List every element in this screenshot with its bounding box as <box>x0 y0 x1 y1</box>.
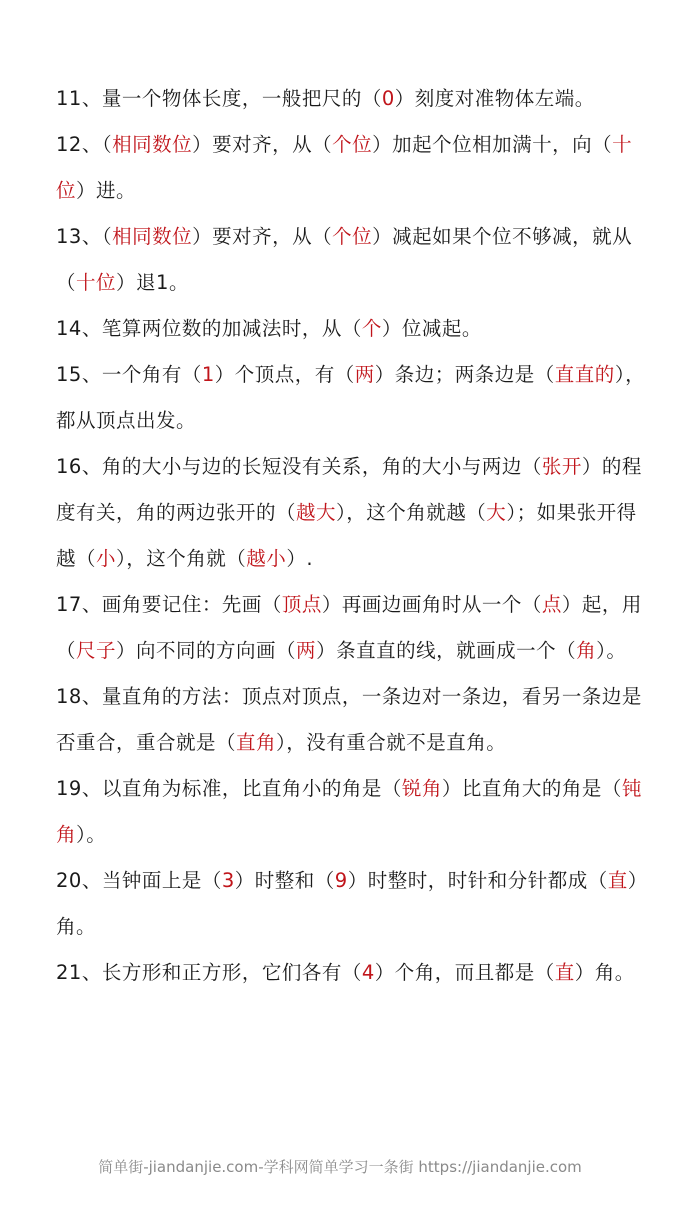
question-text: 20、当钟面上是（ <box>56 869 222 892</box>
answer-text: 个 <box>361 317 382 340</box>
question-text: 15、一个角有（ <box>56 363 202 386</box>
list-item <box>56 766 646 858</box>
list-item <box>56 214 646 306</box>
question-text: ）的程度有关，角的两边张开的（ <box>56 455 642 524</box>
question-text: ）刻度对准物体左端。 <box>394 87 595 110</box>
answer-text: 越小 <box>246 547 287 570</box>
question-text: ）时整和（ <box>234 869 335 892</box>
question-text: ）要对齐，从（ <box>192 225 333 248</box>
answer-text: 锐角 <box>401 777 442 800</box>
list-item <box>56 352 646 444</box>
question-text: ）条边；两条边是（ <box>374 363 555 386</box>
answer-text: 相同数位 <box>112 225 193 248</box>
answer-text: 尺子 <box>76 639 117 662</box>
answer-text: 个位 <box>332 225 373 248</box>
answer-text: 个位 <box>332 133 373 156</box>
question-text: ）。 <box>76 823 107 846</box>
question-text: ）进。 <box>76 179 137 202</box>
answer-text: 小 <box>96 547 117 570</box>
list-item <box>56 122 646 214</box>
answer-text: 顶点 <box>281 593 322 616</box>
answer-text: 张开 <box>541 455 582 478</box>
question-text: ）. <box>286 547 314 570</box>
question-text: ）个顶点，有（ <box>214 363 355 386</box>
question-text: 12、（ <box>56 133 113 156</box>
question-text: ）；如果张开得越（ <box>56 501 637 570</box>
answer-text: 4 <box>361 961 375 984</box>
question-text: ）角。 <box>56 869 638 938</box>
answer-text: 钝角 <box>56 777 642 846</box>
question-text: ）减起如果个位不够减，就从（ <box>56 225 633 294</box>
question-text: 14、笔算两位数的加减法时，从（ <box>56 317 362 340</box>
question-text: ）再画边画角时从一个（ <box>321 593 542 616</box>
question-text: 13、（ <box>56 225 113 248</box>
list-item <box>56 76 646 122</box>
answer-text: 3 <box>221 869 235 892</box>
page-footer: 简单街-jiandanjie.com-学科网简单学习一条街 https://jiandanjie.com <box>98 1158 582 1176</box>
answer-text: 两 <box>296 639 317 662</box>
answer-text: 点 <box>541 593 562 616</box>
question-text: ）比直角大的角是（ <box>441 777 622 800</box>
question-text: 18、量直角的方法：顶点对顶点，一条边对一条边，看另一条边是否重合，重合就是（ <box>56 685 642 754</box>
list-item <box>56 444 646 582</box>
question-text: ），没有重合就不是直角。 <box>276 731 507 754</box>
answer-text: 直角 <box>236 731 277 754</box>
document-body <box>56 76 646 996</box>
answer-text: 十位 <box>56 133 633 202</box>
question-text: ），这个角就越（ <box>336 501 487 524</box>
answer-text: 十位 <box>76 271 117 294</box>
question-text: 16、角的大小与边的长短没有关系，角的大小与两边（ <box>56 455 542 478</box>
answer-text: 直 <box>607 869 628 892</box>
question-text: ）条直直的线，就画成一个（ <box>316 639 577 662</box>
list-item <box>56 674 646 766</box>
list-item <box>56 858 646 950</box>
answer-text: 直直的 <box>554 363 615 386</box>
question-text: ）退1。 <box>116 271 189 294</box>
list-item <box>56 950 646 996</box>
question-text: ）时整时，时针和分针都成（ <box>347 869 608 892</box>
list-item <box>56 582 646 674</box>
question-text: ）加起个位相加满十，向（ <box>372 133 613 156</box>
answer-text: 0 <box>381 87 395 110</box>
question-text: ）向不同的方向画（ <box>116 639 297 662</box>
question-text: 19、以直角为标准，比直角小的角是（ <box>56 777 402 800</box>
question-text: 21、长方形和正方形，它们各有（ <box>56 961 362 984</box>
question-text: ）。 <box>596 639 627 662</box>
question-text: 17、画角要记住：先画（ <box>56 593 282 616</box>
question-text: ）角。 <box>574 961 635 984</box>
question-text: ），这个角就（ <box>116 547 247 570</box>
question-text: ），都从顶点出发。 <box>56 363 646 432</box>
answer-text: 越大 <box>296 501 337 524</box>
answer-text: 角 <box>576 639 597 662</box>
question-text: ）要对齐，从（ <box>192 133 333 156</box>
answer-text: 1 <box>201 363 215 386</box>
question-text: 11、量一个物体长度，一般把尺的（ <box>56 87 382 110</box>
list-item <box>56 306 646 352</box>
question-text: ）个角，而且都是（ <box>374 961 555 984</box>
answer-text: 两 <box>354 363 375 386</box>
answer-text: 9 <box>334 869 348 892</box>
answer-text: 相同数位 <box>112 133 193 156</box>
answer-text: 大 <box>486 501 507 524</box>
answer-text: 直 <box>554 961 575 984</box>
question-text: ）起，用（ <box>56 593 642 662</box>
question-text: ）位减起。 <box>381 317 482 340</box>
